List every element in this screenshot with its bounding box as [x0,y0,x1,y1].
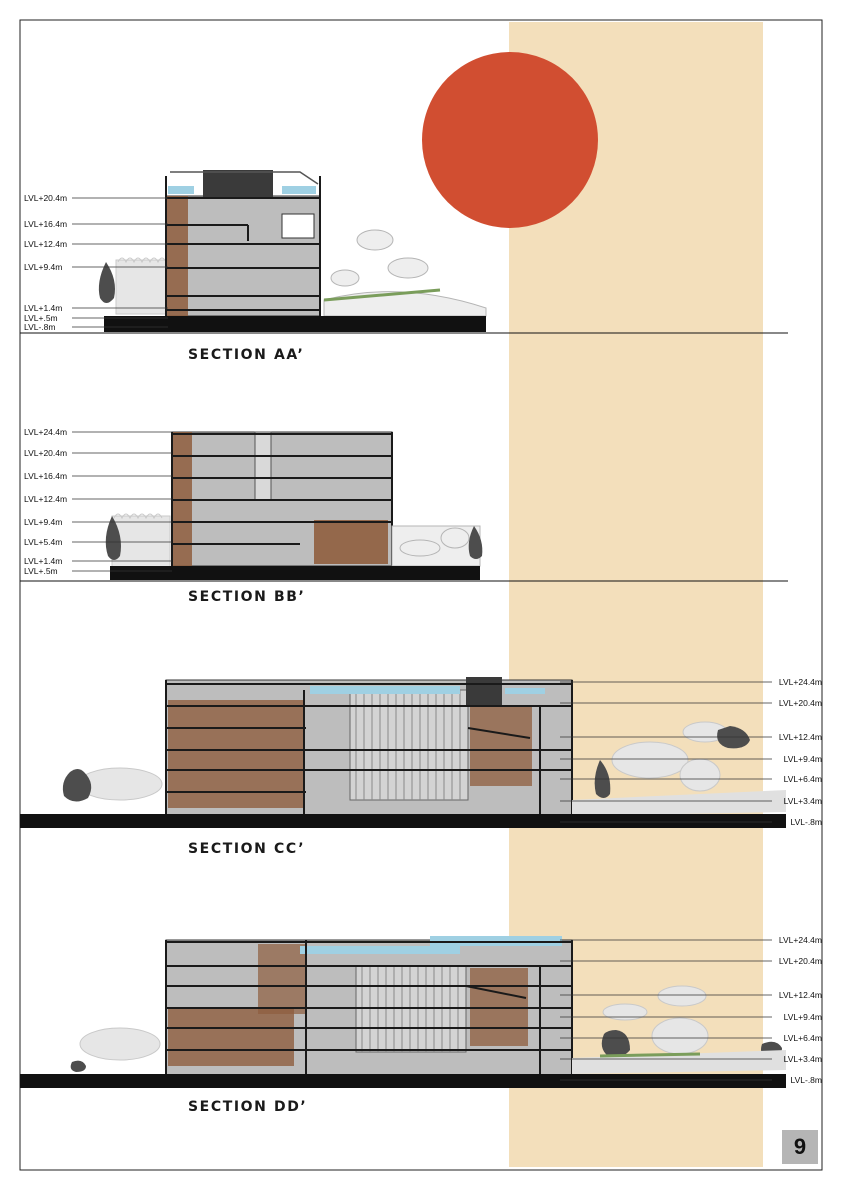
level-label: LVL+16.4m [24,471,68,481]
level-label: LVL+.5m [24,566,58,576]
level-label: LVL+20.4m [778,956,822,966]
section-dd-title: SECTION DD’ [188,1099,308,1115]
level-label: LVL+9.4m [783,754,822,764]
level-label: LVL+24.4m [778,935,822,945]
level-label: LVL+16.4m [24,219,68,229]
section-aa-title: SECTION AA’ [188,347,305,363]
level-label: LVL+20.4m [24,193,68,203]
level-label: LVL+20.4m [24,448,68,458]
level-label: LVL+.5m [24,313,58,323]
level-label: LVL+9.4m [24,262,63,272]
level-label: LVL+12.4m [24,494,68,504]
level-label: LVL+3.4m [783,796,822,806]
level-label: LVL-.8m [790,1075,822,1085]
level-label: LVL+24.4m [24,427,68,437]
section-bb-title: SECTION BB’ [188,589,306,605]
level-label: LVL+24.4m [778,677,822,687]
level-label: LVL+1.4m [24,556,63,566]
level-label: LVL+6.4m [783,774,822,784]
level-label: LVL+20.4m [778,698,822,708]
level-label: LVL-.8m [790,817,822,827]
level-label: LVL+12.4m [778,732,822,742]
section-cc-title: SECTION CC’ [188,841,306,857]
level-label: LVL+6.4m [783,1033,822,1043]
level-label: LVL+12.4m [778,990,822,1000]
level-label: LVL+9.4m [783,1012,822,1022]
level-label: LVL+5.4m [24,537,63,547]
level-label: LVL+12.4m [24,239,68,249]
level-label: LVL+9.4m [24,517,63,527]
sun-disc [422,52,598,228]
page-number: 9 [782,1130,818,1164]
level-label: LVL+1.4m [24,303,63,313]
level-label: LVL-.8m [24,322,56,332]
level-label: LVL+3.4m [783,1054,822,1064]
